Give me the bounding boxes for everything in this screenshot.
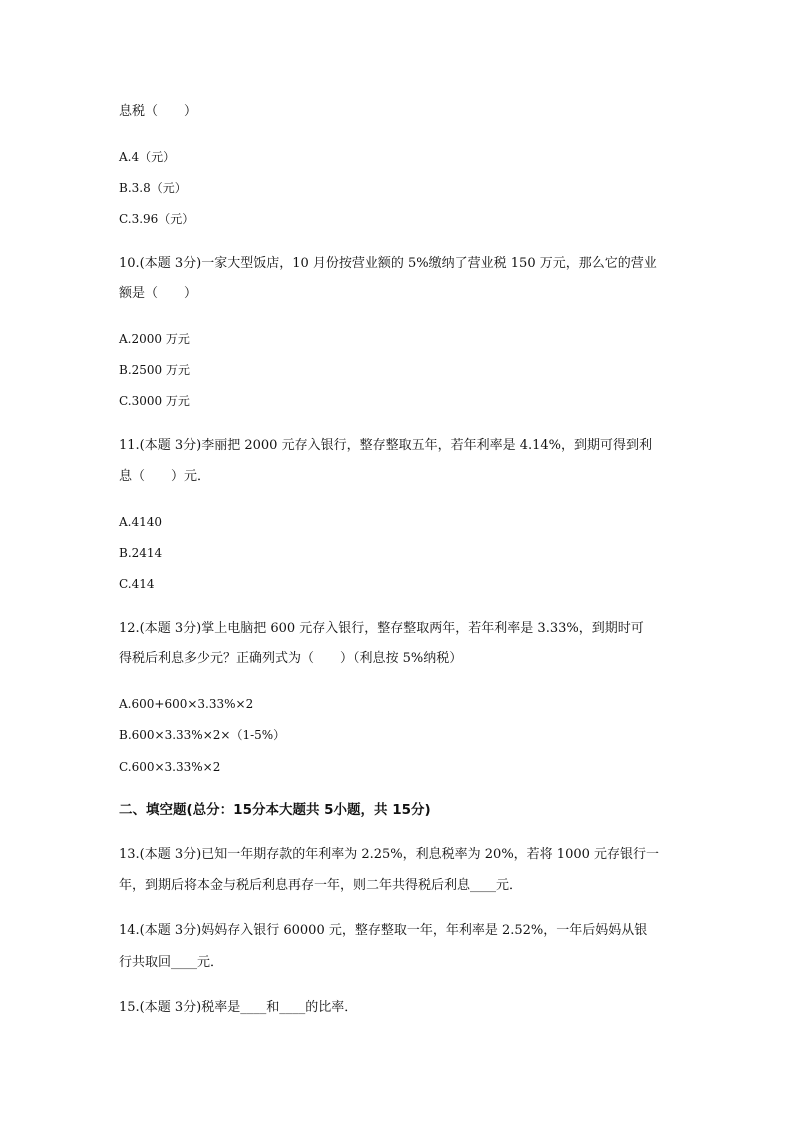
q11-stem-line1: 11.(本题 3分)李丽把 2000 元存入银行，整存整取五年，若年利率是 4.14%，到期可得到利 <box>119 438 653 453</box>
q13-stem-line1: 13.(本题 3分)已知一年期存款的年利率为 2.25%，利息税率为 20%，若将 1000 元存银行一 <box>119 847 660 862</box>
q10-stem-line2: 额是（ ） <box>119 286 198 301</box>
section-heading-fill-in: 二、填空题(总分：15分本大题共 5小题，共 15分) <box>119 802 431 818</box>
q13-stem-line2: 年，到期后将本金与税后利息再存一年，则二年共得税后利息____元． <box>119 878 523 893</box>
q14-stem-line1: 14.(本题 3分)妈妈存入银行 60000 元，整存整取一年，年利率是 2.52%，一年后妈妈从银 <box>119 923 648 938</box>
q9-option-b: B.3.8（元） <box>119 181 187 195</box>
q14-stem-line2: 行共取回____元． <box>119 955 224 970</box>
q9-option-c: C.3.96（元） <box>119 212 195 226</box>
q12-option-c: C.600×3.33%×2 <box>119 760 221 774</box>
q11-option-a: A.4140 <box>119 515 163 529</box>
q9-stem-continuation: 息税（ ） <box>119 104 198 119</box>
q11-option-b: B.2414 <box>119 546 163 560</box>
q12-stem-line2: 得税后利息多少元？正确列式为（ ）（利息按 5%纳税） <box>119 651 463 666</box>
q12-stem-line1: 12.(本题 3分)掌上电脑把 600 元存入银行，整存整取两年，若年利率是 3.33%，到期时可 <box>119 621 644 636</box>
q9-option-a: A.4（元） <box>119 150 176 164</box>
q10-stem-line1: 10.(本题 3分)一家大型饭店，10 月份按营业额的 5%缴纳了营业税 150 万元，那么它的营业 <box>119 256 657 271</box>
q12-option-b: B.600×3.33%×2×（1-5%） <box>119 728 286 742</box>
q11-stem-line2: 息（ ）元． <box>119 469 211 484</box>
q10-option-b: B.2500 万元 <box>119 363 190 377</box>
q10-option-c: C.3000 万元 <box>119 394 190 408</box>
q11-option-c: C.414 <box>119 577 155 591</box>
q10-option-a: A.2000 万元 <box>119 332 190 346</box>
q15-stem-line1: 15.(本题 3分)税率是____和____的比率． <box>119 1000 358 1015</box>
q12-option-a: A.600+600×3.33%×2 <box>119 697 254 711</box>
